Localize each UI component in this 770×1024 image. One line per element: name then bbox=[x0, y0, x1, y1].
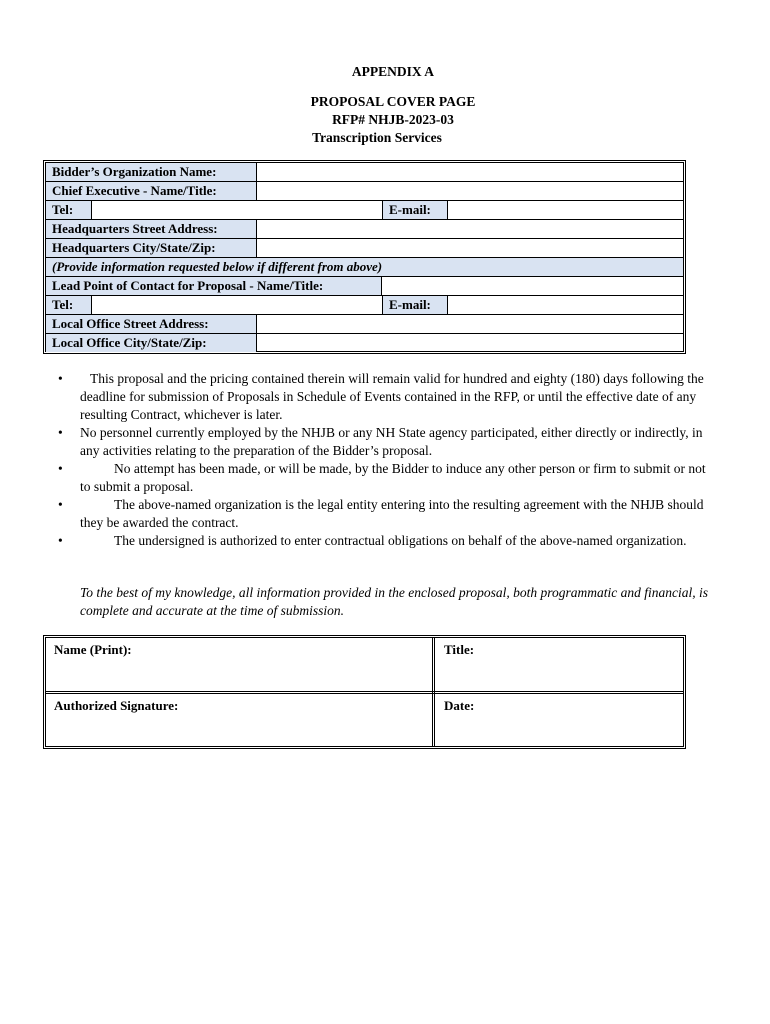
authorized-signature-field[interactable] bbox=[46, 694, 432, 746]
tel-label: Tel: bbox=[46, 201, 92, 219]
page-title: PROPOSAL COVER PAGE bbox=[310, 94, 476, 109]
email2-field[interactable] bbox=[448, 296, 683, 314]
statement-text: No personnel currently employed by the NHJB or any NH State agency participated, either directly or indirectly, in any activities relating to the preparation of the Bidder’s proposal. bbox=[80, 425, 703, 458]
lead-contact-field[interactable] bbox=[382, 277, 683, 295]
org-name-label: Bidder’s Organization Name: bbox=[46, 163, 257, 181]
appendix-heading: APPENDIX A bbox=[351, 64, 435, 79]
bullet-icon: • bbox=[58, 425, 63, 440]
lead-contact-row bbox=[46, 277, 683, 296]
hq-city-label: Headquarters City/State/Zip: bbox=[46, 239, 257, 257]
bullet-icon: • bbox=[58, 461, 63, 476]
signature-block bbox=[43, 635, 686, 749]
hq-street-row bbox=[46, 220, 683, 239]
bullet-icon: • bbox=[58, 533, 63, 548]
list-item bbox=[58, 424, 718, 460]
list-item bbox=[58, 532, 718, 550]
chief-exec-label: Chief Executive - Name/Title: bbox=[46, 182, 257, 200]
note-row bbox=[46, 258, 683, 277]
local-city-label: Local Office City/State/Zip: bbox=[46, 334, 257, 352]
tel2-label: Tel: bbox=[46, 296, 92, 314]
service-name: Transcription Services bbox=[312, 130, 442, 145]
local-city-field[interactable] bbox=[257, 334, 683, 352]
title-field[interactable] bbox=[436, 638, 683, 691]
certification-statement: To the best of my knowledge, all information provided in the enclosed proposal, both programmatic and financial, is complete and accurate at the time of submission. bbox=[80, 585, 708, 618]
name-print-label: Name (Print): bbox=[54, 642, 132, 657]
statement-text: The above-named organization is the legal entity entering into the resulting agreement with the NHJB should they be awarded the contract. bbox=[80, 497, 704, 530]
email-label: E-mail: bbox=[382, 201, 448, 219]
rfp-number: RFP# NHJB-2023-03 bbox=[332, 112, 454, 127]
hq-street-field[interactable] bbox=[257, 220, 683, 238]
name-print-field[interactable] bbox=[46, 638, 432, 691]
tel2-row bbox=[46, 296, 683, 315]
statement-list bbox=[58, 370, 718, 550]
bullet-icon: • bbox=[58, 497, 63, 512]
local-street-field[interactable] bbox=[257, 315, 683, 333]
bullet-icon: • bbox=[58, 371, 63, 386]
list-item bbox=[58, 460, 718, 496]
statement-text: The undersigned is authorized to enter contractual obligations on behalf of the above-named organization. bbox=[114, 533, 687, 548]
tel2-field[interactable] bbox=[92, 296, 382, 314]
list-item bbox=[58, 370, 718, 424]
different-info-note: (Provide information requested below if different from above) bbox=[46, 258, 683, 276]
chief-exec-field[interactable] bbox=[257, 182, 683, 200]
org-name-field[interactable] bbox=[257, 163, 683, 181]
hq-city-row bbox=[46, 239, 683, 258]
email2-label: E-mail: bbox=[382, 296, 448, 314]
bidder-info-form bbox=[43, 160, 686, 354]
tel-row bbox=[46, 201, 683, 220]
local-street-label: Local Office Street Address: bbox=[46, 315, 257, 333]
list-item bbox=[58, 496, 718, 532]
email-field[interactable] bbox=[448, 201, 683, 219]
authorized-signature-label: Authorized Signature: bbox=[54, 698, 179, 713]
local-street-row bbox=[46, 315, 683, 334]
hq-city-field[interactable] bbox=[257, 239, 683, 257]
statement-text: This proposal and the pricing contained therein will remain valid for hundred and eighty (180) days following the deadline for submission of Proposals in Schedule of Events contained in the RFP, or until the effective date of any resulting Contract, whichever is later. bbox=[80, 371, 704, 422]
statement-text: No attempt has been made, or will be made, by the Bidder to induce any other person or firm to submit or not to submit a proposal. bbox=[80, 461, 706, 494]
org-name-row bbox=[46, 163, 683, 182]
hq-street-label: Headquarters Street Address: bbox=[46, 220, 257, 238]
tel-field[interactable] bbox=[92, 201, 382, 219]
lead-contact-label: Lead Point of Contact for Proposal - Name/Title: bbox=[46, 277, 382, 295]
date-label: Date: bbox=[444, 698, 475, 713]
date-field[interactable] bbox=[436, 694, 683, 746]
local-city-row bbox=[46, 334, 683, 353]
chief-exec-row bbox=[46, 182, 683, 201]
title-label: Title: bbox=[444, 642, 475, 657]
